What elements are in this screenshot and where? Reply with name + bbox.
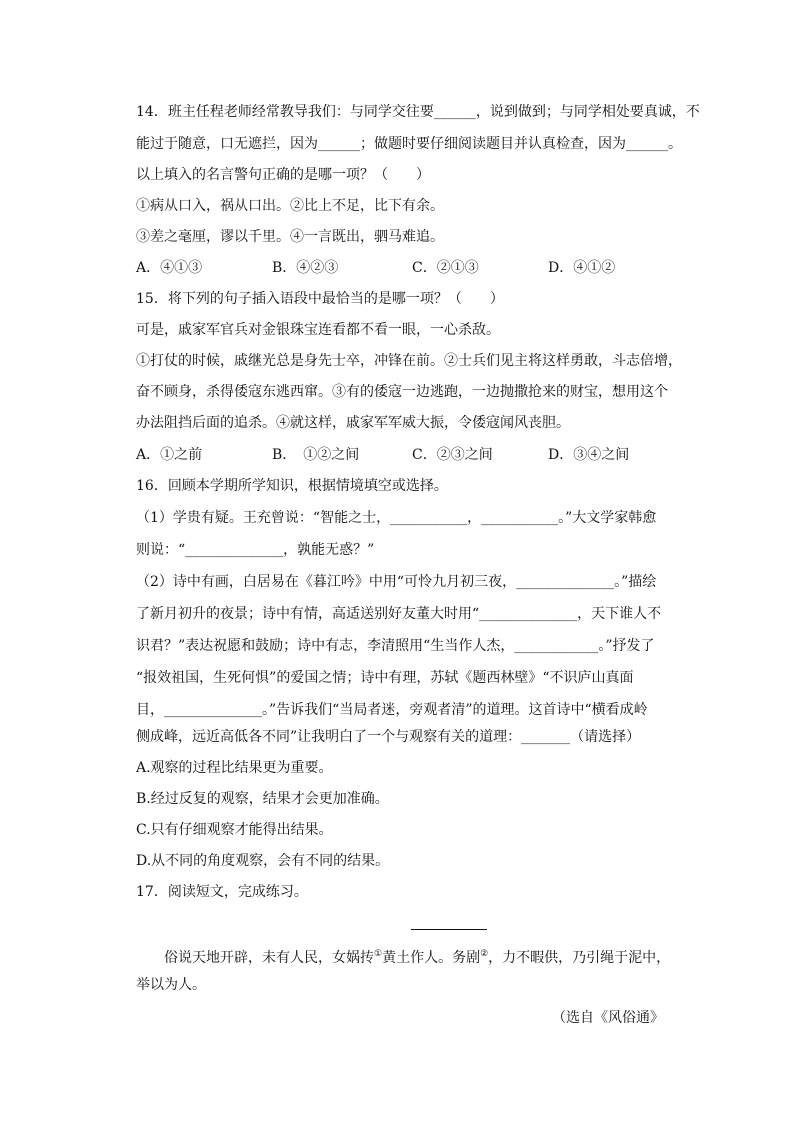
passage-text-3: ，力不暇供，乃引绳于泥中， [488, 950, 671, 966]
footnote-marker-2: ② [480, 949, 489, 959]
q16-part2-line6: 侧成峰，远近高低各不同”让我明白了一个与观察有关的道理：_______（请选择） [136, 729, 641, 745]
q15-option-c: C．②③之间 [412, 447, 493, 463]
q15-option-a: A．①之前 [136, 447, 203, 463]
q16-part2-line1: （2）诗中有画，白居易在《暮江吟》中用“可怜九月初三夜，______________。”描绘 [136, 574, 657, 590]
q16-part1-line1: （1）学贵有疑。王充曾说：“智能之士，___________，___________。”大文学家韩愈 [136, 510, 657, 526]
q14-line2: 能过于随意，口无遮拦，因为______；做题时要仔细阅读题目并认真检查，因为______。 [136, 136, 682, 152]
passage-text-2: 黄土作人。务剧 [382, 950, 481, 966]
q14-proverbs-1: ①病从口入，祸从口出。②比上不足，比下有余。 [136, 198, 444, 214]
q16-part1-line2: 则说：“______________，孰能无惑？” [136, 542, 375, 558]
q14-prompt: 以上填入的名言警句正确的是哪一项？（ ） [136, 167, 430, 183]
q15-title: 15．将下列的句子插入语段中最恰当的是哪一项？（ ） [136, 291, 504, 307]
q15-option-b: B． ①②之间 [272, 447, 360, 463]
q16-part2-line4: “报效祖国，生死何惧”的爱国之情；诗中有理，苏轼《题西林壁》“不识庐山真面 [136, 670, 634, 686]
q15-passage-3: 办法阻挡后面的追杀。④就这样，戚家军军威大振，令倭寇闻风丧胆。 [136, 415, 570, 431]
q15-passage-1: ①打仗的时候，戚继光总是身先士卒，冲锋在前。②士兵们见主将这样勇敢，斗志倍增， [136, 353, 682, 369]
q16-choice-d: D.从不同的角度观察，会有不同的结果。 [136, 853, 390, 869]
q17-passage-line2: 举以为人。 [136, 977, 206, 993]
q16-choice-a: A.观察的过程比结果更为重要。 [136, 760, 333, 776]
footnote-marker-1: ① [374, 949, 383, 959]
q15-sentence: 可是，戚家军官兵对金银珠宝连看都不看一眼，一心杀敌。 [136, 322, 500, 338]
q14-line1: 14．班主任程老师经常教导我们：与同学交往要______，说到做到；与同学相处要真诚，不 [136, 104, 700, 120]
q16-part2-line3: 识君？”表达祝愿和鼓励；诗中有志，李清照用“生当作人杰，____________。”抒发了 [136, 638, 655, 654]
q14-option-a: A．④①③ [136, 260, 203, 276]
q16-title: 16．回顾本学期所学知识，根据情境填空或选择。 [136, 478, 448, 494]
q14-proverbs-2: ③差之毫厘，谬以千里。④一言既出，驷马难追。 [136, 229, 444, 245]
q15-option-d: D．③④之间 [548, 447, 630, 463]
q14-option-c: C．②①③ [412, 260, 479, 276]
q15-passage-2: 奋不顾身，杀得倭寇东逃西窜。③有的倭寇一边逃跑，一边抛撒抢来的财宝，想用这个 [136, 384, 668, 400]
q17-title: 17．阅读短文，完成练习。 [136, 884, 308, 900]
passage-source: （选自《风俗通》 [552, 1010, 664, 1026]
q16-choice-c: C.只有仔细观察才能得出结果。 [136, 822, 333, 838]
q17-passage-line1 [164, 944, 670, 968]
passage-text-1: 俗说天地开辟，未有人民，女娲抟 [164, 950, 374, 966]
q14-option-b: B．④②③ [272, 260, 339, 276]
q16-part2-line5: 目，______________。”告诉我们“当局者迷，旁观者清”的道理。这首诗中“横看成岭 [136, 702, 648, 718]
q14-option-d: D．④①② [548, 260, 616, 276]
q16-choice-b: B.经过反复的观察，结果才会更加准确。 [136, 791, 389, 807]
q16-part2-line2: 了新月初升的夜景；诗中有情，高适送别好友董大时用“______________，天下谁人不 [136, 606, 662, 622]
passage-title-blank [411, 929, 487, 930]
